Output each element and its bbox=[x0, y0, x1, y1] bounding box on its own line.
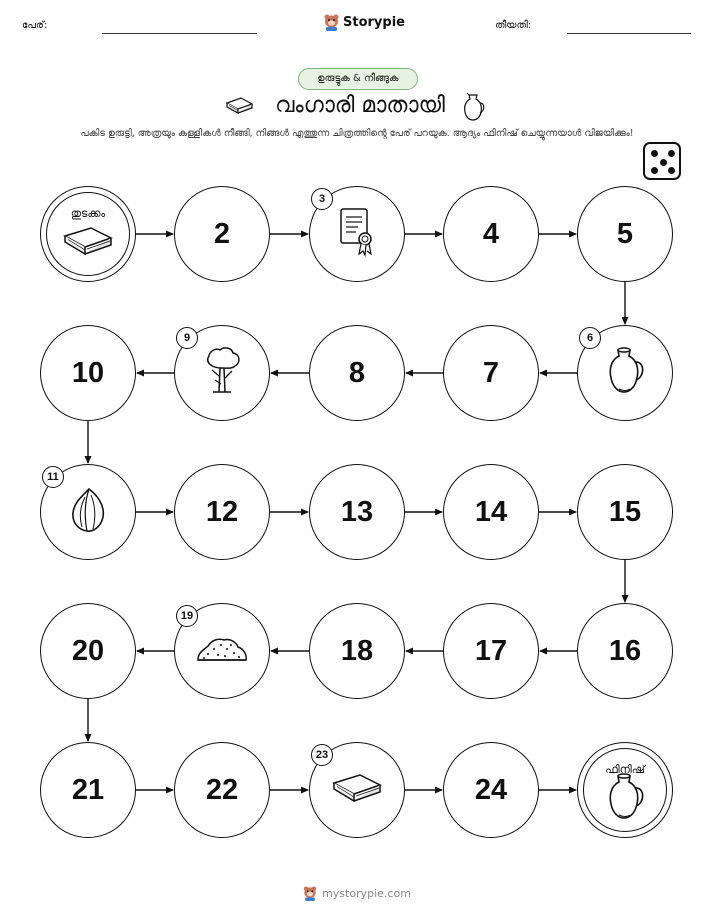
book-icon bbox=[330, 767, 384, 813]
board-cell-9[interactable] bbox=[174, 325, 270, 421]
tree-icon bbox=[199, 346, 245, 400]
cell-number: 14 bbox=[474, 495, 508, 528]
cell-number-badge: 3 bbox=[311, 188, 333, 210]
cell-number: 22 bbox=[205, 773, 239, 806]
cell-number: 2 bbox=[213, 217, 231, 250]
cell-number: 18 bbox=[340, 634, 374, 667]
board-cell-11[interactable] bbox=[40, 464, 136, 560]
finish-cell[interactable] bbox=[577, 742, 673, 838]
cell-number: 7 bbox=[482, 356, 500, 389]
board-cell-20[interactable] bbox=[40, 603, 136, 699]
footer bbox=[0, 886, 714, 901]
date-label: തീയതി: bbox=[495, 20, 532, 31]
cell-number: 16 bbox=[608, 634, 642, 667]
cell-number: 4 bbox=[482, 217, 500, 250]
board-cell-22[interactable] bbox=[174, 742, 270, 838]
board-cell-3[interactable] bbox=[309, 186, 405, 282]
cell-number: 13 bbox=[340, 495, 374, 528]
jug-icon bbox=[603, 771, 647, 827]
cell-number: 8 bbox=[348, 356, 366, 389]
name-label: പേര്: bbox=[22, 20, 48, 31]
cell-number: 15 bbox=[608, 495, 642, 528]
board-cell-24[interactable] bbox=[443, 742, 539, 838]
board-cell-4[interactable] bbox=[443, 186, 539, 282]
instructions: പകിട ഉരുട്ടി, അത്രയും കള്ളികൾ നീങ്ങി, നിങ്ങൾ എത്തുന്ന ചിത്രത്തിന്റെ പേര് പറയുക. ആദ്യം ഫിനിഷ് ചെയ്യുന്നയാൾ വിജയിക്കും! bbox=[80, 128, 634, 139]
page-title: വംഗാരി മാതായി bbox=[275, 93, 445, 118]
start-label: തുടക്കം bbox=[70, 207, 106, 220]
brand-name: Storypie bbox=[343, 15, 405, 30]
board-cell-15[interactable] bbox=[577, 464, 673, 560]
bear-logo-icon bbox=[303, 886, 317, 901]
cell-number: 10 bbox=[71, 356, 105, 389]
board-cell-10[interactable] bbox=[40, 325, 136, 421]
board-cell-13[interactable] bbox=[309, 464, 405, 560]
board-cell-12[interactable] bbox=[174, 464, 270, 560]
cell-number: 21 bbox=[71, 773, 105, 806]
game-type-pill: ഉരുട്ടുക & നീങ്ങുക bbox=[298, 68, 418, 90]
cell-number: 24 bbox=[474, 773, 508, 806]
cell-number-badge: 9 bbox=[176, 327, 198, 349]
board-cell-6[interactable] bbox=[577, 325, 673, 421]
cell-number-badge: 19 bbox=[176, 605, 198, 627]
board-cell-17[interactable] bbox=[443, 603, 539, 699]
certificate-icon bbox=[336, 206, 378, 262]
soil-icon bbox=[194, 632, 250, 670]
board-cell-14[interactable] bbox=[443, 464, 539, 560]
cell-number: 12 bbox=[205, 495, 239, 528]
board-cell-19[interactable] bbox=[174, 603, 270, 699]
cell-number-badge: 6 bbox=[579, 327, 601, 349]
board-cell-23[interactable] bbox=[309, 742, 405, 838]
footer-url: mystorypie.com bbox=[322, 887, 411, 900]
board-cell-18[interactable] bbox=[309, 603, 405, 699]
board-cell-21[interactable] bbox=[40, 742, 136, 838]
board-cell-2[interactable] bbox=[174, 186, 270, 282]
cell-number: 20 bbox=[71, 634, 105, 667]
board-cell-7[interactable] bbox=[443, 325, 539, 421]
cell-number: 17 bbox=[474, 634, 508, 667]
cell-number-badge: 11 bbox=[42, 466, 64, 488]
book-icon bbox=[61, 220, 115, 266]
jug-icon bbox=[603, 345, 647, 401]
board-cell-5[interactable] bbox=[577, 186, 673, 282]
cell-number: 5 bbox=[616, 217, 634, 250]
start-cell[interactable] bbox=[40, 186, 136, 282]
seed-icon bbox=[67, 485, 109, 539]
board-cell-8[interactable] bbox=[309, 325, 405, 421]
cell-number-badge: 23 bbox=[311, 744, 333, 766]
finish-label: ഫിനിഷ് bbox=[605, 763, 645, 776]
board-cell-16[interactable] bbox=[577, 603, 673, 699]
